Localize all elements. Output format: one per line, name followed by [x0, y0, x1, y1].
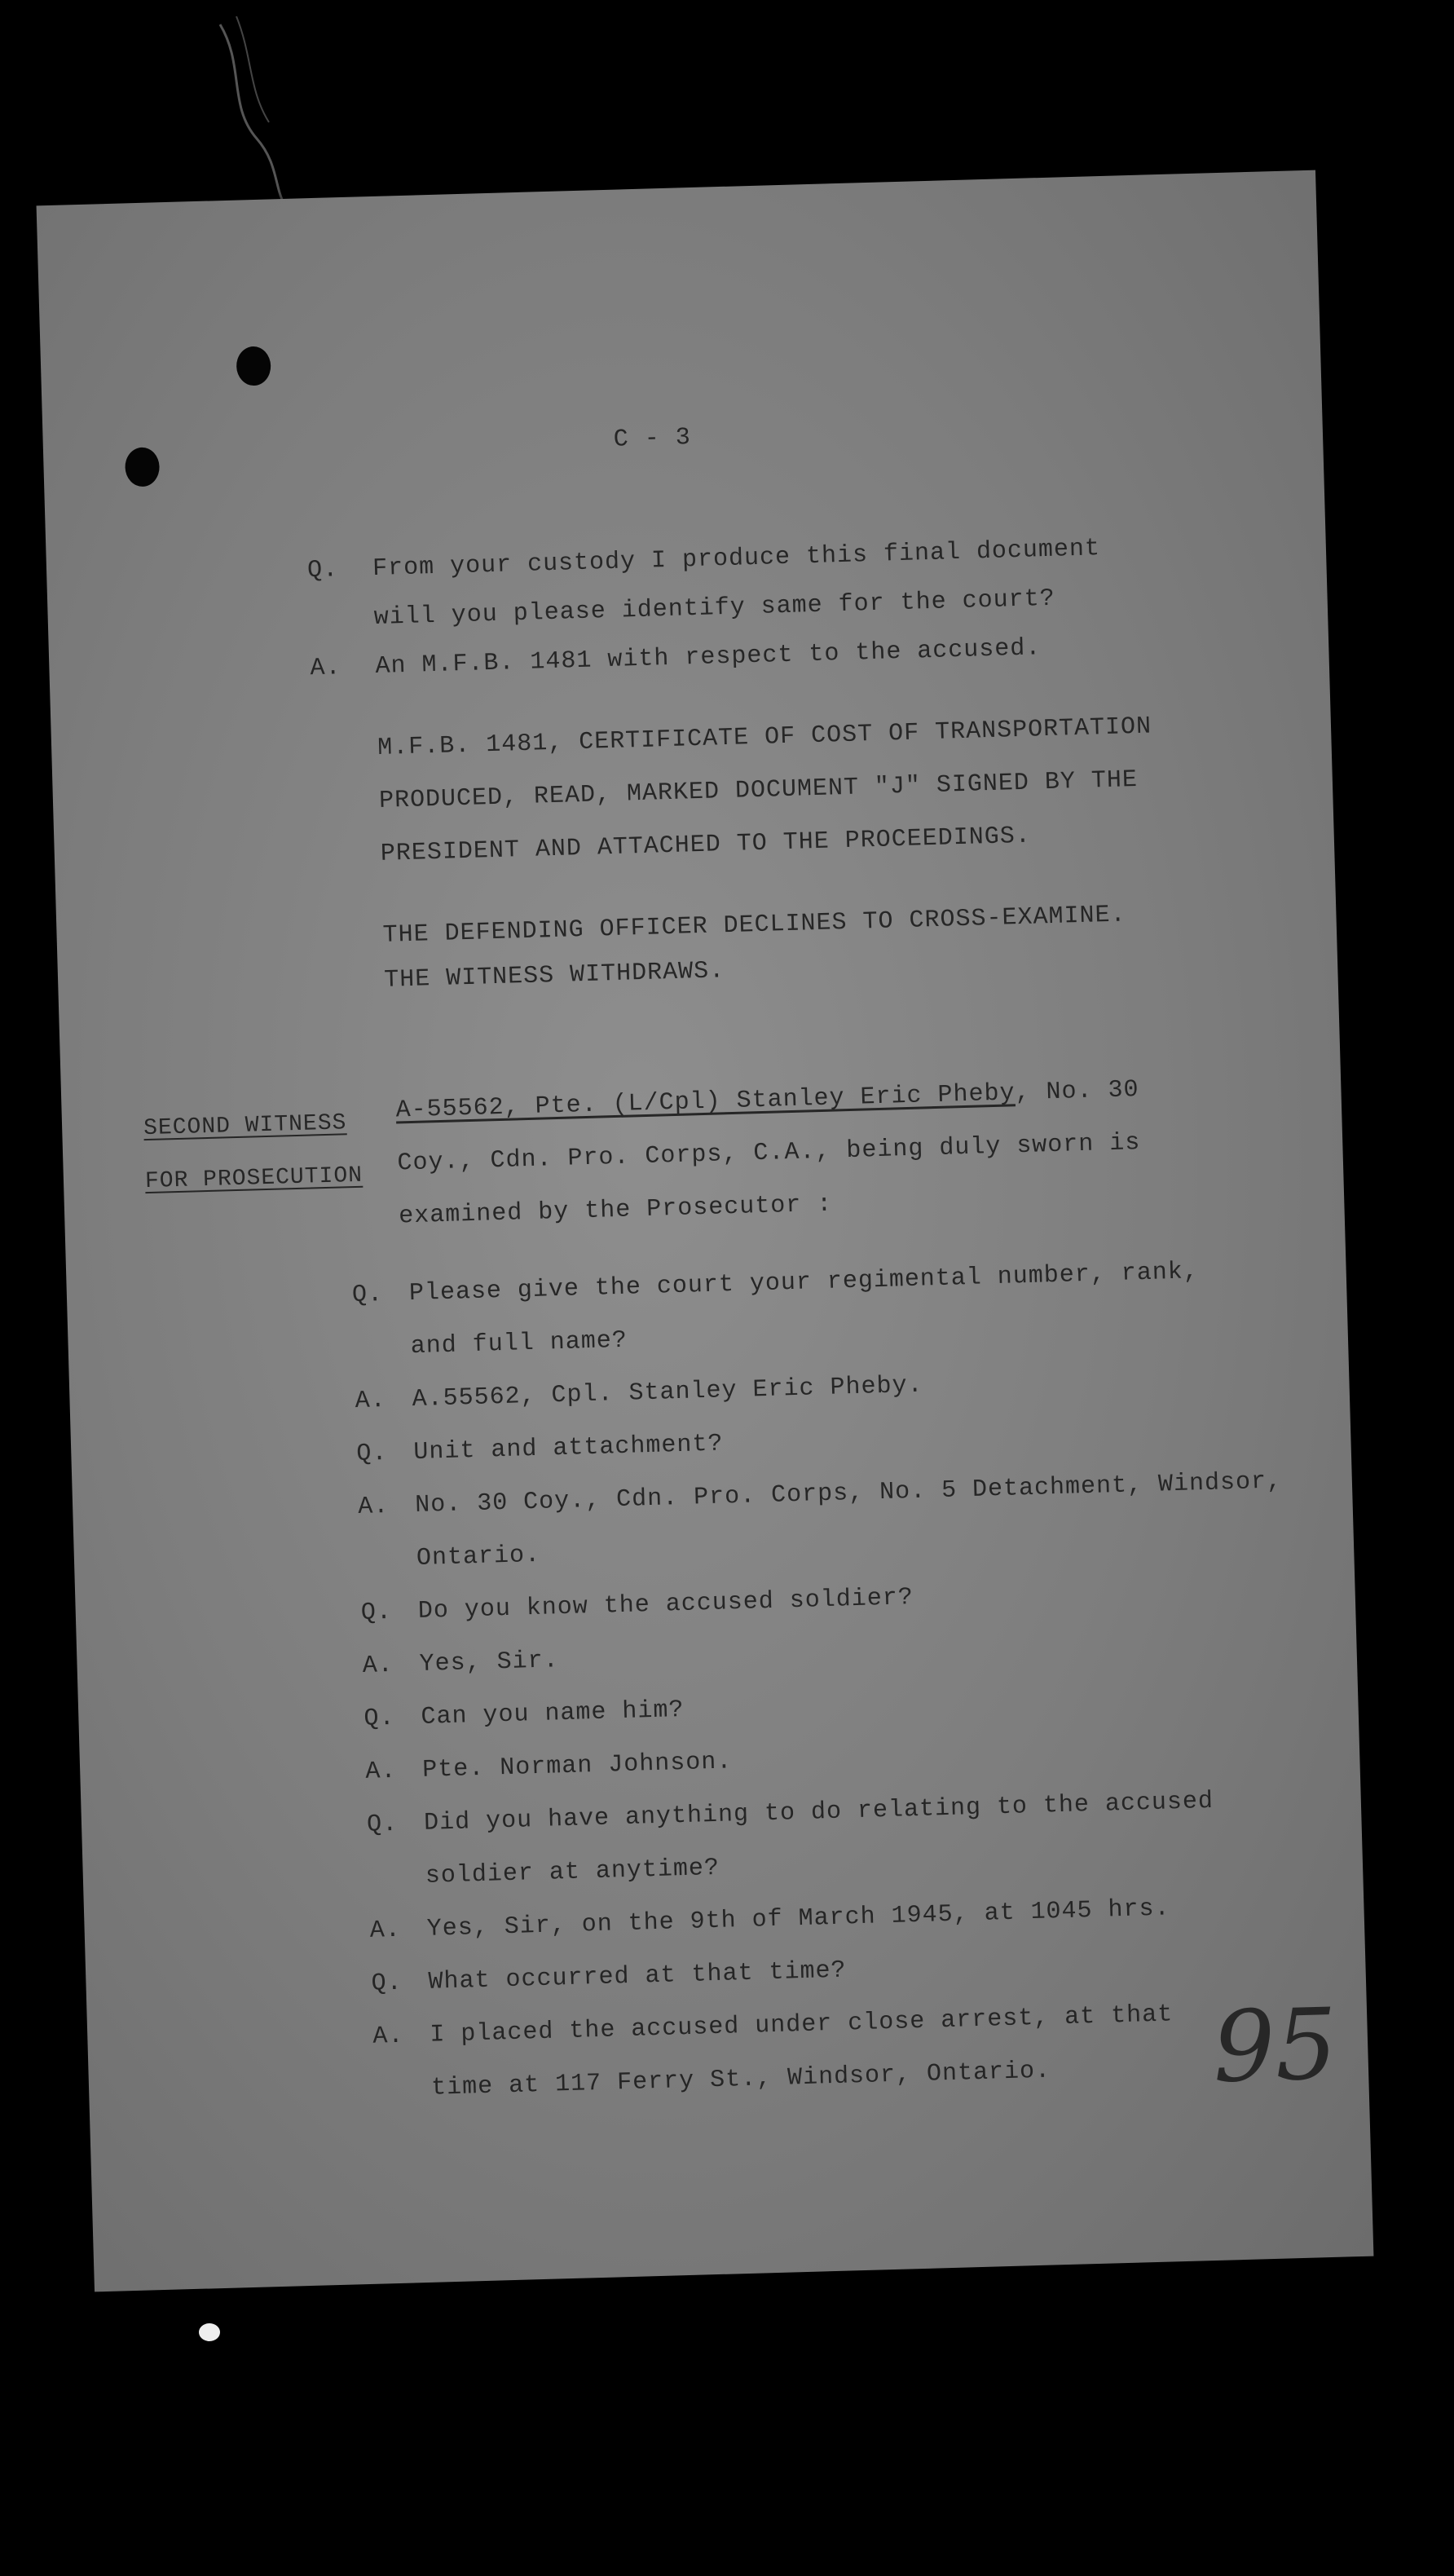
exam-12-line-1: I placed the accused under close arrest, at that — [429, 2000, 1174, 2049]
handwritten-folio-number: 95 — [1211, 1987, 1339, 2105]
exam-7-line-1: Can you name him? — [421, 1696, 685, 1731]
exam-6-line-1: Yes, Sir. — [419, 1647, 560, 1678]
exam-9-line-1: Did you have anything to do relating to the accused — [423, 1787, 1214, 1837]
exam-9-marker: Q. — [366, 1810, 399, 1839]
exam-1-line-2: and full name? — [410, 1326, 628, 1361]
exam-1-marker: Q. — [351, 1281, 384, 1310]
exam-3-marker: Q. — [356, 1439, 388, 1469]
exam-12-marker: A. — [372, 2022, 404, 2051]
exam-1-line-1: Please give the court your regimental number, rank, — [408, 1258, 1200, 1308]
exam-11-marker: Q. — [371, 1969, 403, 1998]
exam-9-line-2: soldier at anytime? — [425, 1854, 720, 1890]
exam-10-marker: A. — [369, 1916, 402, 1945]
exam-6-marker: A. — [362, 1651, 394, 1680]
exhibit-line-1: M.F.B. 1481, CERTIFICATE OF COST OF TRANSPORTATION — [377, 712, 1152, 762]
witness-line-2: Coy., Cdn. Pro. Corps, C.A., being duly sworn is — [397, 1129, 1141, 1178]
withdrawal-line-2: THE WITNESS WITHDRAWS. — [383, 957, 725, 995]
witness-identity-rest: , No. 30 — [1015, 1076, 1140, 1108]
exam-2-line-1: A.55562, Cpl. Stanley Eric Pheby. — [412, 1371, 923, 1414]
opening-q-line-1: From your custody I produce this final document — [372, 535, 1101, 584]
binding-thread — [212, 16, 310, 228]
witness-identity-underlined: A-55562, Pte. (L/Cpl) Stanley Eric Pheby — [395, 1079, 1016, 1125]
dust-speck — [199, 2323, 220, 2341]
exam-11-line-1: What occurred at that time? — [428, 1956, 847, 1996]
withdrawal-line-1: THE DEFENDING OFFICER DECLINES TO CROSS-EXAMINE. — [382, 901, 1126, 950]
exam-5-marker: Q. — [360, 1598, 393, 1627]
opening-a-marker: A. — [310, 654, 342, 683]
document-page — [37, 170, 1374, 2292]
punch-hole-top — [236, 346, 271, 386]
punch-hole-bottom — [125, 447, 160, 487]
opening-q-marker: Q. — [306, 556, 339, 585]
exam-10-line-1: Yes, Sir, on the 9th of March 1945, at 1045 hrs. — [426, 1895, 1171, 1943]
exam-2-marker: A. — [355, 1387, 387, 1416]
witness-side-label-1: SECOND WITNESS — [143, 1110, 347, 1142]
exam-12-line-2: time at 117 Ferry St., Windsor, Ontario. — [430, 2057, 1051, 2102]
exam-3-line-1: Unit and attachment? — [412, 1430, 724, 1467]
exhibit-line-3: PRESIDENT AND ATTACHED TO THE PROCEEDINGS. — [380, 822, 1032, 868]
opening-q-line-2: will you please identify same for the court? — [373, 584, 1056, 633]
exam-4-line-1: No. 30 Coy., Cdn. Pro. Corps, No. 5 Detachment, Windsor, — [414, 1467, 1283, 1520]
exam-4-line-2: Ontario. — [416, 1541, 541, 1573]
opening-a-line-1: An M.F.B. 1481 with respect to the accused. — [375, 634, 1042, 681]
page-number: C - 3 — [613, 424, 692, 454]
exam-7-marker: Q. — [364, 1704, 396, 1733]
exam-5-line-1: Do you know the accused soldier? — [417, 1584, 914, 1626]
witness-line-3: examined by the Prosecutor : — [398, 1190, 833, 1231]
exam-8-line-1: Pte. Norman Johnson. — [421, 1748, 733, 1784]
witness-identity — [395, 1076, 1139, 1124]
exam-4-marker: A. — [357, 1492, 390, 1522]
exam-8-marker: A. — [364, 1757, 397, 1786]
exhibit-line-2: PRODUCED, READ, MARKED DOCUMENT "J" SIGNED BY THE — [378, 765, 1139, 815]
witness-side-label-2: FOR PROSECUTION — [144, 1162, 364, 1195]
